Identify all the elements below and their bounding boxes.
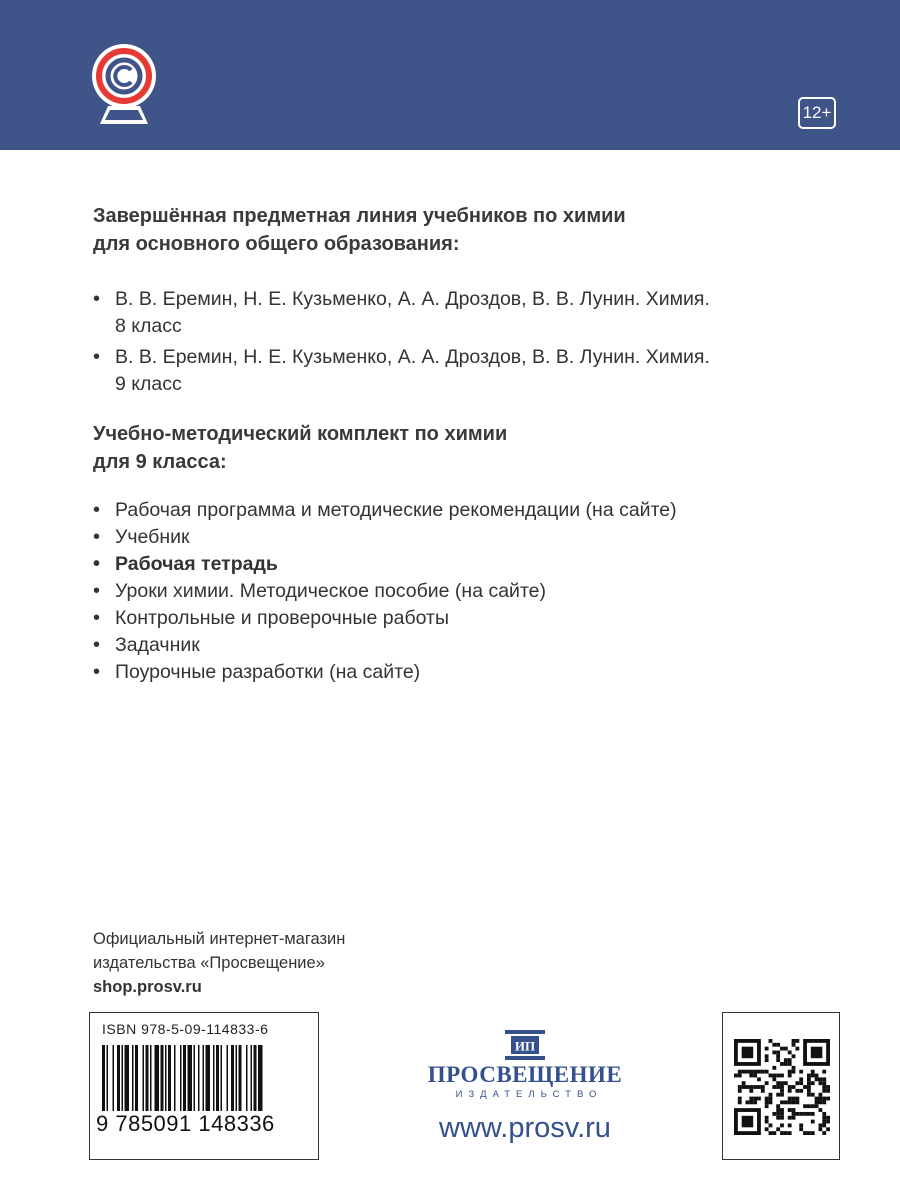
- qr-code-icon: [734, 1025, 830, 1149]
- kit-list: [93, 497, 833, 686]
- publisher-website: www.prosv.ru: [439, 1112, 611, 1144]
- barcode-icon: [100, 1045, 308, 1115]
- publisher-monogram-icon: [505, 1030, 545, 1060]
- qr-code-box: [722, 1012, 840, 1160]
- age-rating-text: 12+: [802, 103, 832, 122]
- book-authors: В. В. Еремин, Н. Е. Кузьменко, А. А. Дроздов, В. В. Лунин. Химия.: [115, 288, 710, 310]
- section1-heading: [93, 202, 626, 258]
- age-rating-badge: [798, 97, 836, 129]
- shop-info: [93, 927, 345, 999]
- isbn-label: ISBN 978-5-09-114833-6: [102, 1021, 269, 1037]
- list-item: • Контрольные и проверочные работы: [93, 605, 833, 632]
- shop-line2: издательства «Просвещение»: [93, 954, 325, 972]
- publisher-block: [420, 1030, 630, 1148]
- list-item: • Рабочая программа и методические рекомендации (на сайте): [93, 497, 833, 524]
- shop-line1: Официальный интернет-магазин: [93, 930, 346, 948]
- isbn-barcode-box: [89, 1012, 319, 1160]
- publisher-subtitle: ИЗДАТЕЛЬСТВО: [455, 1089, 603, 1100]
- list-item: • Учебник: [93, 524, 833, 551]
- shop-url: shop.prosv.ru: [93, 978, 202, 996]
- book-grade: 8 класс: [115, 315, 182, 337]
- section1-title-line2: для основного общего образования:: [93, 233, 460, 255]
- list-item: • Задачник: [93, 632, 833, 659]
- section1-title-line1: Завершённая предметная линия учебников по химии: [93, 205, 626, 227]
- section2-title-line1: Учебно-методический комплект по химии: [93, 423, 508, 445]
- list-item-highlighted: • Рабочая тетрадь: [93, 551, 833, 578]
- section2-title-line2: для 9 класса:: [93, 451, 227, 473]
- publisher-name: ПРОСВЕЩЕНИЕ: [427, 1062, 623, 1087]
- list-item: • Уроки химии. Методическое пособие (на сайте): [93, 578, 833, 605]
- list-item: [93, 344, 833, 398]
- book-grade: 9 класс: [115, 373, 182, 395]
- textbook-list: [93, 286, 833, 402]
- monogram-text: ИП: [514, 1038, 536, 1054]
- publisher-logo-icon: [88, 40, 160, 132]
- top-band: [0, 0, 900, 150]
- section2-heading: [93, 420, 507, 476]
- barcode-digits: 9 785091 148336: [96, 1111, 275, 1136]
- list-item: [93, 286, 833, 340]
- book-authors: В. В. Еремин, Н. Е. Кузьменко, А. А. Дроздов, В. В. Лунин. Химия.: [115, 346, 710, 368]
- list-item: • Поурочные разработки (на сайте): [93, 659, 833, 686]
